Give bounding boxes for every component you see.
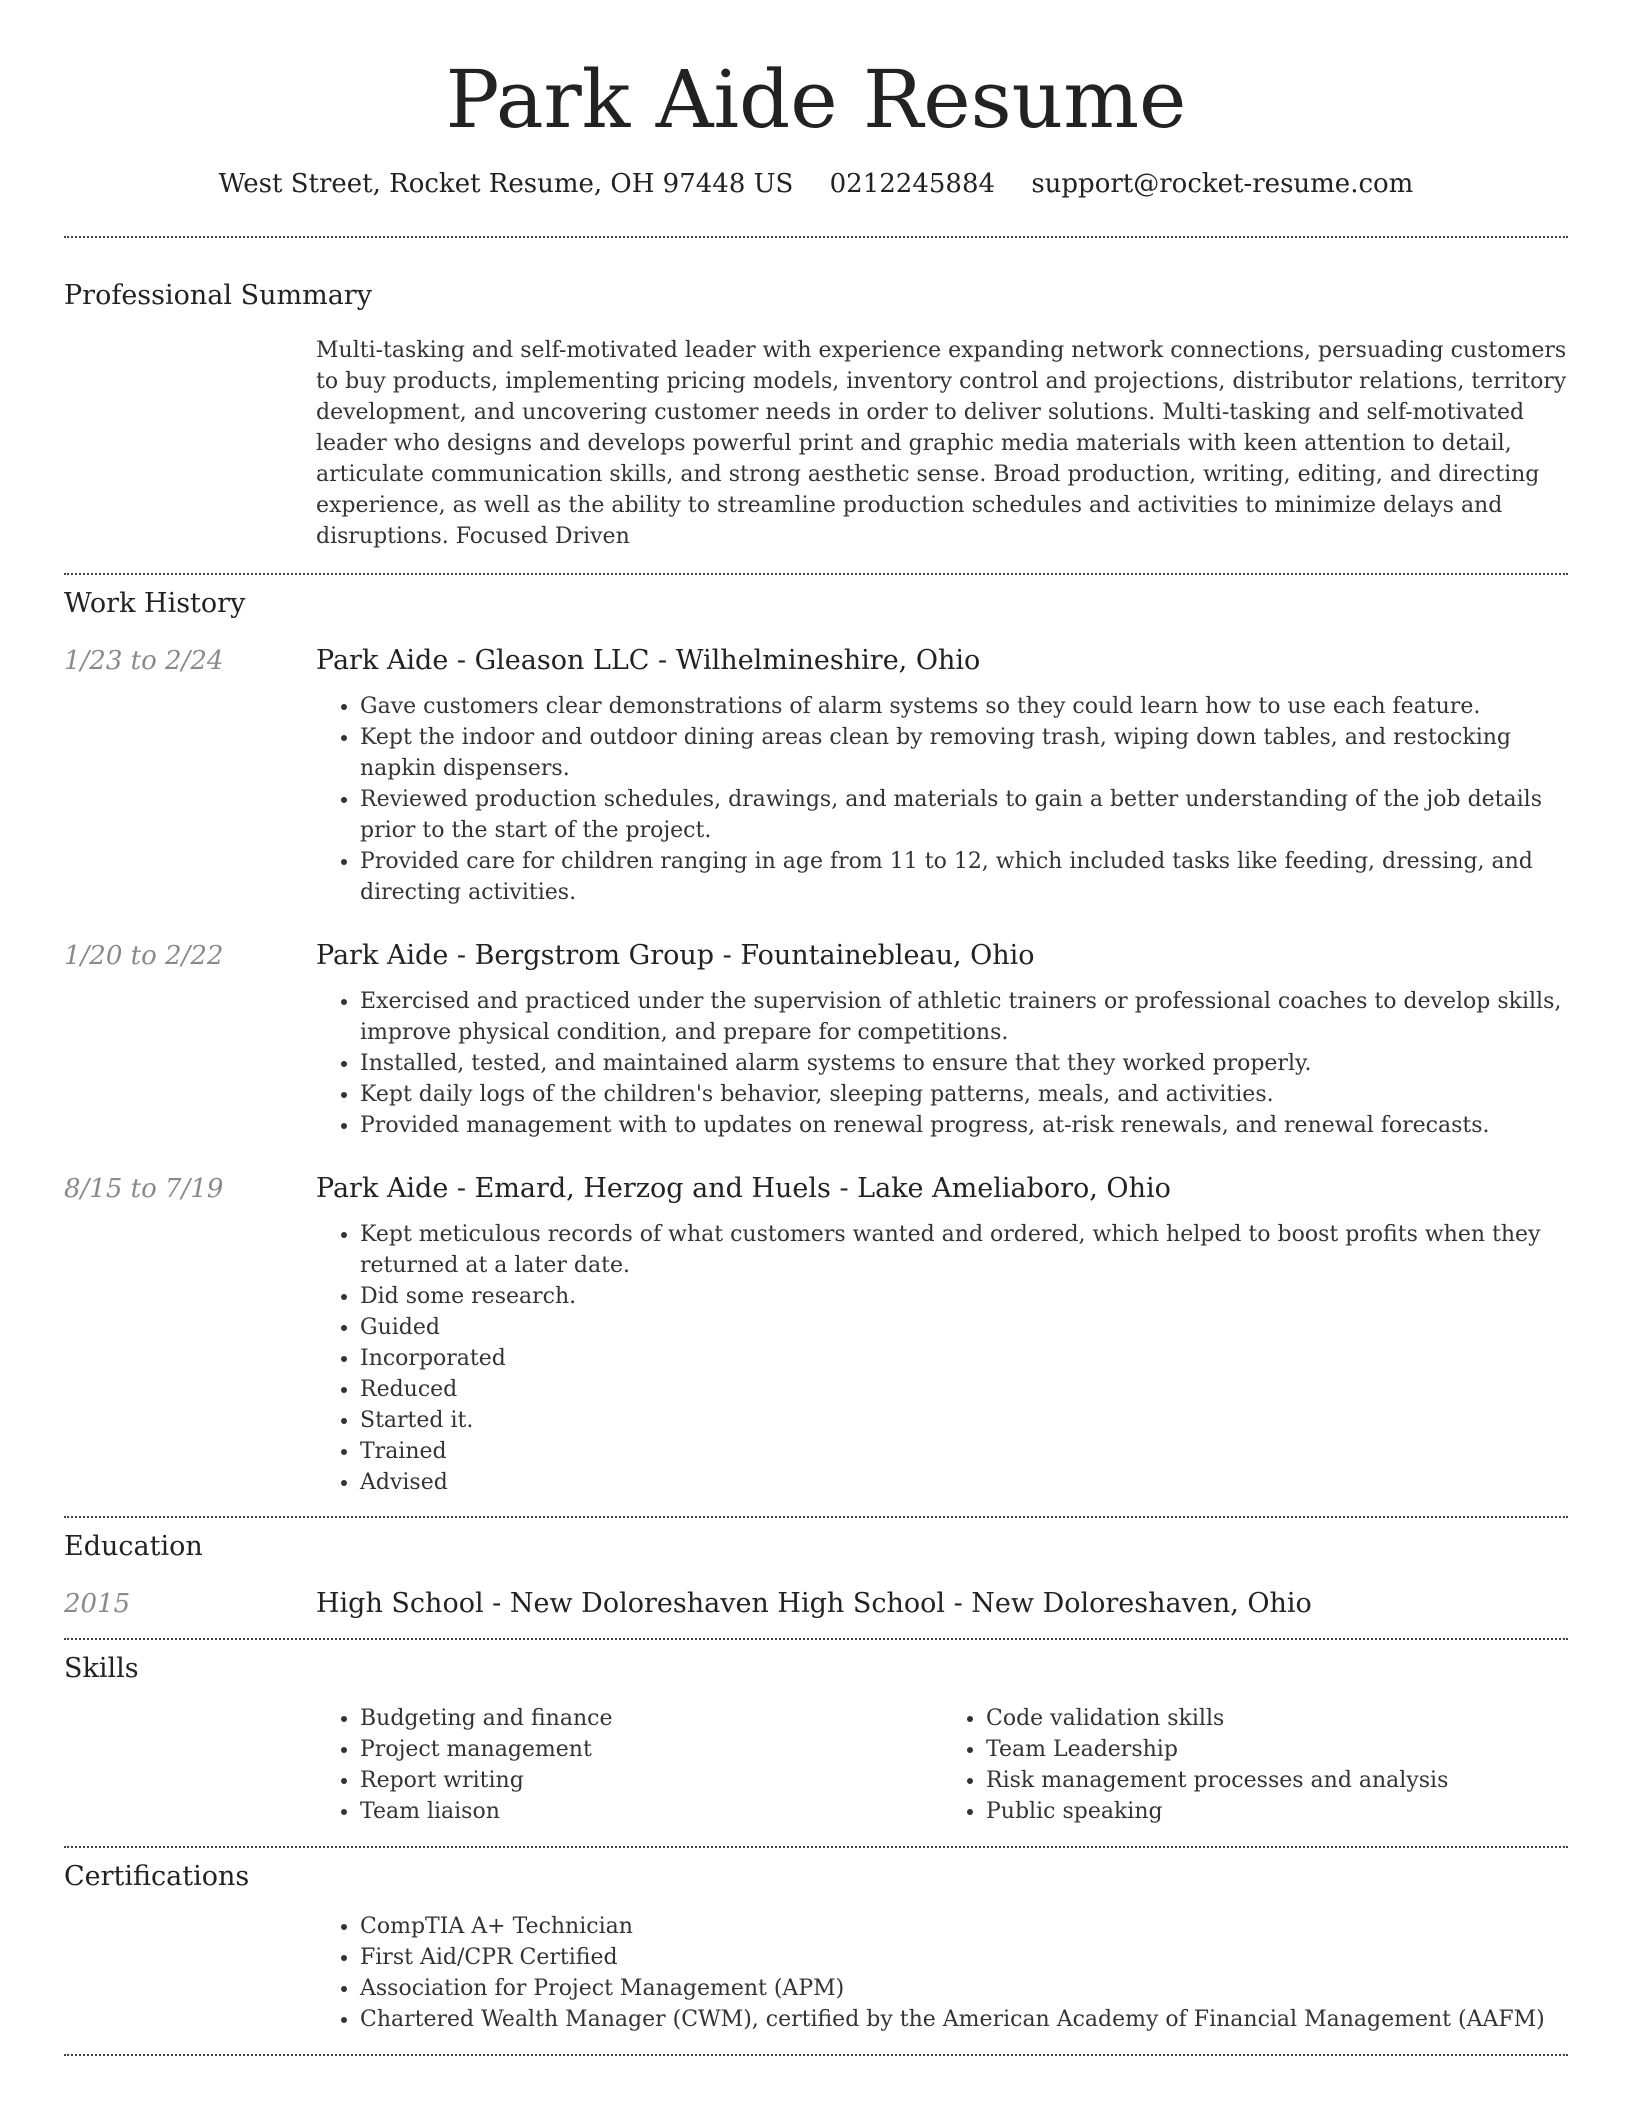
job-dates: 1/20 to 2/22 <box>64 941 224 971</box>
list-item: • Public speaking <box>986 1796 1568 1827</box>
contact-address: West Street, Rocket Resume, OH 97448 US <box>218 169 794 199</box>
certifications-section <box>64 1848 1568 2035</box>
section-title-summary: Professional Summary <box>64 280 372 311</box>
list-item: • Provided care for children ranging in age from 11 to 12, which included tasks like feeding, dressing, and directing activities. <box>360 846 1568 908</box>
list-item: • Trained <box>360 1436 1568 1467</box>
education-heading: High School - New Doloreshaven High School - New Doloreshaven, Ohio <box>316 1588 1312 1619</box>
job-entry <box>64 938 1568 1141</box>
list-item: • Advised <box>360 1467 1568 1498</box>
job-heading: Park Aide - Gleason LLC - Wilhelmineshire, Ohio <box>316 645 981 676</box>
list-item: • Reviewed production schedules, drawings, and materials to gain a better understanding of the job details prior to the start of the project. <box>360 784 1568 846</box>
list-item: • Association for Project Management (APM) <box>360 1973 1568 2004</box>
section-title-skills: Skills <box>64 1653 139 1684</box>
job-heading: Park Aide - Bergstrom Group - Fountainebleau, Ohio <box>316 940 1035 971</box>
list-item: • Kept daily logs of the children's behavior, sleeping patterns, meals, and activities. <box>360 1079 1568 1110</box>
work-section <box>64 575 1568 1498</box>
list-item: • Kept the indoor and outdoor dining areas clean by removing trash, wiping down tables, and restocking napkin dispensers. <box>360 722 1568 784</box>
list-item: • Code validation skills <box>986 1703 1568 1734</box>
list-item: • Report writing <box>360 1765 942 1796</box>
job-bullets <box>316 691 1568 908</box>
list-item: • Installed, tested, and maintained alarm systems to ensure that they worked properly. <box>360 1048 1568 1079</box>
contact-email: support@rocket-resume.com <box>1031 169 1414 199</box>
list-item: • Guided <box>360 1312 1568 1343</box>
education-entry <box>64 1586 1568 1622</box>
skills-section <box>64 1640 1568 1827</box>
skills-columns <box>316 1703 1568 1827</box>
job-entry <box>64 1171 1568 1498</box>
section-title-education: Education <box>64 1531 203 1562</box>
resume-page <box>64 0 1568 2056</box>
list-item: • Reduced <box>360 1374 1568 1405</box>
list-item: • Provided management with to updates on renewal progress, at-risk renewals, and renewal forecasts. <box>360 1110 1568 1141</box>
divider <box>64 2054 1568 2056</box>
education-year: 2015 <box>64 1589 131 1619</box>
contact-line <box>64 166 1568 202</box>
certifications-list <box>316 1911 1568 2035</box>
summary-text: Multi-tasking and self-motivated leader with experience expanding network connections, persuading customers to buy products, implementing pricing models, inventory control and projections, distributor relations, territory development, and uncovering customer needs in order to deliver solutions. Multi-tasking and self-motivated leader who designs and develops powerful print and graphic media materials with keen attention to detail, articulate communication skills, and strong aesthetic sense. Broad production, writing, editing, and directing experience, as well as the ability to streamline production schedules and activities to minimize delays and disruptions. Focused Driven <box>316 338 1567 549</box>
list-item: • Started it. <box>360 1405 1568 1436</box>
job-dates: 8/15 to 7/19 <box>64 1174 224 1204</box>
section-title-work: Work History <box>64 588 246 619</box>
summary-section <box>64 238 1568 552</box>
list-item: • Gave customers clear demonstrations of alarm systems so they could learn how to use each feature. <box>360 691 1568 722</box>
list-item: • Incorporated <box>360 1343 1568 1374</box>
resume-title: Park Aide Resume <box>445 53 1187 146</box>
list-item: • Chartered Wealth Manager (CWM), certified by the American Academy of Financial Management (AAFM) <box>360 2004 1568 2035</box>
skills-list-left <box>316 1703 942 1827</box>
contact-phone: 0212245884 <box>829 169 996 199</box>
list-item: • Team liaison <box>360 1796 942 1827</box>
education-section <box>64 1518 1568 1622</box>
list-item: • First Aid/CPR Certified <box>360 1942 1568 1973</box>
list-item: • CompTIA A+ Technician <box>360 1911 1568 1942</box>
list-item: • Exercised and practiced under the supervision of athletic trainers or professional coaches to develop skills, improve physical condition, and prepare for competitions. <box>360 986 1568 1048</box>
list-item: • Budgeting and finance <box>360 1703 942 1734</box>
job-bullets <box>316 1219 1568 1498</box>
job-dates: 1/23 to 2/24 <box>64 646 224 676</box>
job-bullets <box>316 986 1568 1141</box>
list-item: • Did some research. <box>360 1281 1568 1312</box>
job-heading: Park Aide - Emard, Herzog and Huels - Lake Ameliaboro, Ohio <box>316 1173 1171 1204</box>
list-item: • Project management <box>360 1734 942 1765</box>
section-title-certifications: Certifications <box>64 1861 250 1892</box>
job-entry <box>64 643 1568 908</box>
list-item: • Team Leadership <box>986 1734 1568 1765</box>
skills-list-right <box>942 1703 1568 1827</box>
list-item: • Risk management processes and analysis <box>986 1765 1568 1796</box>
list-item: • Kept meticulous records of what customers wanted and ordered, which helped to boost profits when they returned at a later date. <box>360 1219 1568 1281</box>
